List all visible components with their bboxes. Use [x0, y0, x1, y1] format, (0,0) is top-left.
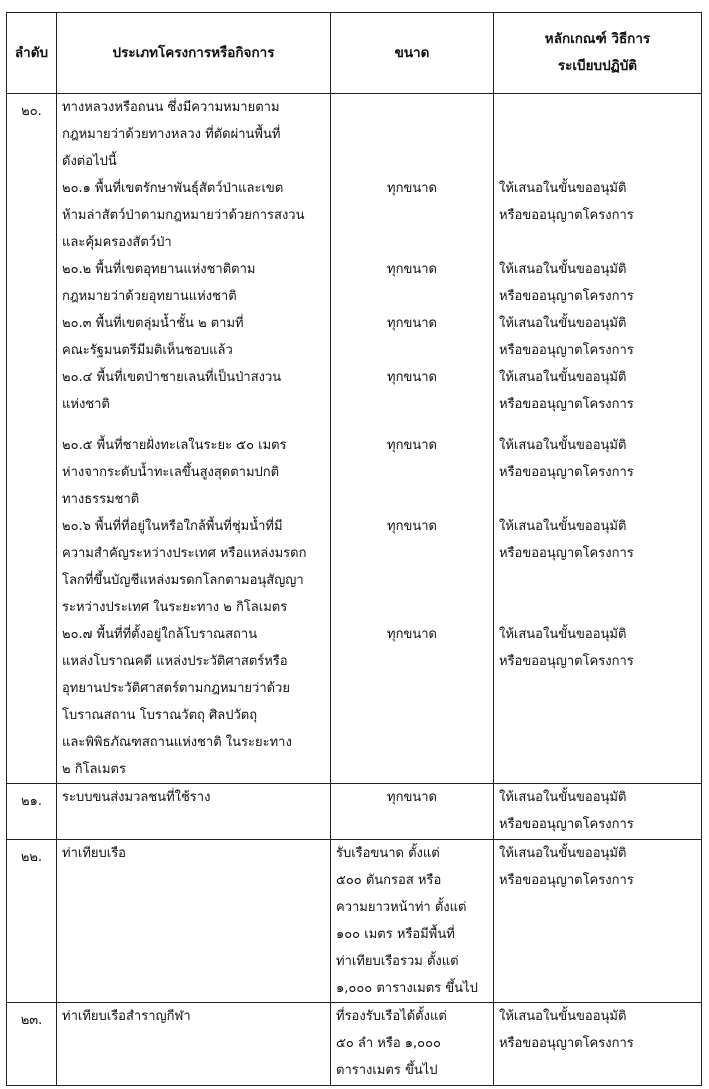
size-line: ความยาวหน้าท่า ตั้งแต่ [336, 900, 467, 915]
size-line: ทุกขนาด [387, 627, 437, 642]
size-line: ทุกขนาด [387, 438, 437, 453]
header-no: ลำดับ [7, 13, 57, 94]
criteria-line: ให้เสนอในขั้นขออนุมัติ [499, 181, 627, 196]
size-line: รับเรือขนาด ตั้งแต่ [336, 846, 440, 861]
type-line: ทางธรรมชาติ [62, 492, 140, 507]
type-line: ท่าเทียบเรือ [62, 846, 126, 861]
type-cell [57, 840, 331, 1003]
criteria-line: ให้เสนอในขั้นขออนุมัติ [499, 438, 627, 453]
size-line: ทุกขนาด [387, 316, 437, 331]
header-criteria-line: ระเบียบปฏิบัติ [557, 58, 638, 74]
criteria-line: หรือขออนุญาตโครงการ [499, 654, 634, 669]
type-cell [57, 94, 331, 784]
criteria-line: ให้เสนอในขั้นขออนุมัติ [499, 790, 627, 805]
size-cell [331, 784, 494, 840]
criteria-line: หรือขออนุญาตโครงการ [499, 343, 634, 358]
size-cell [331, 94, 494, 784]
table-row [7, 784, 702, 840]
criteria-line: หรือขออนุญาตโครงการ [499, 208, 634, 223]
type-line: แหล่งโบราณคดี แหล่งประวัติศาสตร์หรือ [62, 654, 288, 669]
criteria-line: หรือขออนุญาตโครงการ [499, 817, 634, 832]
criteria-cell [494, 1003, 702, 1086]
type-line: ดังต่อไปนี้ [62, 154, 117, 169]
type-line: ท่าเทียบเรือสำราญกีฬา [62, 1009, 191, 1024]
type-line: ความสำคัญระหว่างประเทศ หรือแหล่งมรดก [62, 546, 307, 561]
type-line: ๒๐.๖ พื้นที่ที่อยู่ในหรือใกล้พื้นที่ชุ่มน้ำที่มี [62, 519, 283, 534]
regulation-table [6, 12, 702, 1086]
criteria-cell [494, 784, 702, 840]
size-line: ทุกขนาด [387, 370, 437, 385]
type-line: แห่งชาติ [62, 397, 110, 412]
criteria-line: หรือขออนุญาตโครงการ [499, 1036, 634, 1051]
criteria-line: หรือขออนุญาตโครงการ [499, 873, 634, 888]
criteria-line: หรือขออนุญาตโครงการ [499, 546, 634, 561]
type-line: ๒๐.๗ พื้นที่ที่ตั้งอยู่ใกล้โบราณสถาน [62, 627, 258, 642]
criteria-line: ให้เสนอในขั้นขออนุมัติ [499, 1009, 627, 1024]
criteria-line: ให้เสนอในขั้นขออนุมัติ [499, 316, 627, 331]
criteria-cell [494, 94, 702, 784]
type-line: ๒๐.๔ พื้นที่เขตป่าชายเลนที่เป็นป่าสงวน [62, 370, 282, 385]
header-criteria [494, 13, 702, 94]
size-line: ที่รองรับเรือได้ตั้งแต่ [336, 1009, 447, 1024]
type-line: โบราณสถาน โบราณวัตถุ ศิลปวัตถุ [62, 708, 258, 723]
type-line: ๒๐.๕ พื้นที่ชายฝั่งทะเลในระยะ ๕๐ เมตร [62, 438, 287, 453]
size-line: ๑,๐๐๐ ตารางเมตร ขึ้นไป [336, 981, 478, 996]
type-line: ระบบขนส่งมวลชนที่ใช้ราง [62, 790, 211, 805]
header-size: ขนาด [331, 13, 494, 94]
criteria-line: ให้เสนอในขั้นขออนุมัติ [499, 519, 627, 534]
type-line: และคุ้มครองสัตว์ป่า [62, 235, 172, 250]
table-row [7, 840, 702, 1003]
type-line: ทางหลวงหรือถนน ซึ่งมีความหมายตาม [62, 100, 280, 115]
type-line: กฎหมายว่าด้วยทางหลวง ที่ตัดผ่านพื้นที่ [62, 127, 281, 142]
criteria-line: ให้เสนอในขั้นขออนุมัติ [499, 846, 627, 861]
size-line: ทุกขนาด [387, 519, 437, 534]
type-line: ๒๐.๒ พื้นที่เขตอุทยานแห่งชาติตาม [62, 262, 256, 277]
size-cell [331, 840, 494, 1003]
size-line: ๑๐๐ เมตร หรือมีพื้นที่ [336, 927, 455, 942]
row-number: ๒๐. [7, 94, 57, 784]
criteria-line: หรือขออนุญาตโครงการ [499, 465, 634, 480]
type-line: ๒ กิโลเมตร [62, 762, 126, 777]
header-type: ประเภทโครงการหรือกิจการ [57, 13, 331, 94]
size-line: ทุกขนาด [387, 262, 437, 277]
type-line: ๒๐.๑ พื้นที่เขตรักษาพันธุ์สัตว์ป่าและเขต [62, 181, 284, 196]
table-row [7, 1003, 702, 1086]
header-criteria-line: หลักเกณฑ์ วิธีการ [544, 31, 651, 47]
spacer [62, 418, 325, 432]
type-cell [57, 784, 331, 840]
type-line: คณะรัฐมนตรีมีมติเห็นชอบแล้ว [62, 343, 233, 358]
size-line: ๕๐๐ ตันกรอส หรือ [336, 873, 442, 888]
size-cell [331, 1003, 494, 1086]
criteria-line: ให้เสนอในขั้นขออนุมัติ [499, 370, 627, 385]
row-number: ๒๓. [7, 1003, 57, 1086]
type-line: ห่างจากระดับน้ำทะเลขึ้นสูงสุดตามปกติ [62, 465, 280, 480]
table-row [7, 94, 702, 784]
row-number: ๒๑. [7, 784, 57, 840]
size-line: ทุกขนาด [387, 181, 437, 196]
type-line: อุทยานประวัติศาสตร์ตามกฎหมายว่าด้วย [62, 681, 290, 696]
type-cell [57, 1003, 331, 1086]
size-line: ๕๐ ลำ หรือ ๑,๐๐๐ [336, 1036, 441, 1051]
header-row [7, 13, 702, 94]
criteria-line: หรือขออนุญาตโครงการ [499, 289, 634, 304]
type-line: ๒๐.๓ พื้นที่เขตลุ่มน้ำชั้น ๒ ตามที่ [62, 316, 244, 331]
criteria-line: หรือขออนุญาตโครงการ [499, 397, 634, 412]
criteria-cell [494, 840, 702, 1003]
size-line: ทุกขนาด [387, 790, 437, 805]
type-line: ห้ามล่าสัตว์ป่าตามกฎหมายว่าด้วยการสงวน [62, 208, 305, 223]
type-line: โลกที่ขึ้นบัญชีแหล่งมรดกโลกตามอนุสัญญา [62, 573, 304, 588]
type-line: กฎหมายว่าด้วยอุทยานแห่งชาติ [62, 289, 237, 304]
size-line: ตารางเมตร ขึ้นไป [336, 1063, 438, 1078]
size-line: ท่าเทียบเรือรวม ตั้งแต่ [336, 954, 459, 969]
criteria-line: ให้เสนอในขั้นขออนุมัติ [499, 627, 627, 642]
type-line: และพิพิธภัณฑสถานแห่งชาติ ในระยะทาง [62, 735, 292, 750]
row-number: ๒๒. [7, 840, 57, 1003]
criteria-line: ให้เสนอในขั้นขออนุมัติ [499, 262, 627, 277]
type-line: ระหว่างประเทศ ในระยะทาง ๒ กิโลเมตร [62, 600, 288, 615]
